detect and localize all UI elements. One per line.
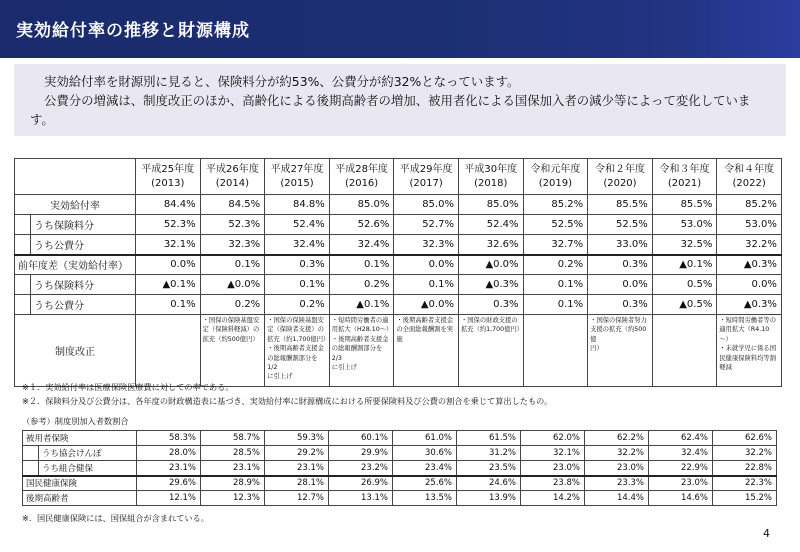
value-cell: 0.3%	[265, 255, 330, 275]
value-cell: 32.7%	[523, 235, 588, 255]
year-header	[652, 159, 717, 195]
indent-cell	[15, 295, 31, 315]
reform-text: の総報酬割部分を2/3	[331, 345, 383, 362]
reform-cell	[458, 315, 523, 387]
value-cell: 23.1%	[201, 461, 265, 476]
year-ad: (2022)	[732, 177, 766, 189]
value-cell: 59.3%	[265, 431, 329, 446]
value-cell: 85.0%	[394, 195, 459, 215]
reform-text: 軽減	[719, 364, 732, 372]
value-cell: 12.7%	[265, 491, 329, 506]
value-cell: 29.6%	[137, 476, 201, 491]
year-era: 令和２年度	[594, 163, 645, 175]
reform-text: ・国保の財政支援の	[460, 317, 518, 324]
value-cell: ▲0.3%	[717, 255, 782, 275]
value-cell: 52.7%	[394, 215, 459, 235]
row-insurance-share	[15, 215, 782, 235]
value-cell: 0.1%	[329, 255, 394, 275]
year-ad: (2013)	[151, 177, 185, 189]
enrollment-row	[23, 461, 777, 476]
reform-text: ・国保の保険者努力	[590, 317, 647, 324]
reform-text: の全面総報酬割を実	[396, 326, 454, 334]
value-cell: 29.9%	[329, 446, 393, 461]
year-ad: (2021)	[667, 177, 702, 189]
value-cell: 0.1%	[136, 295, 201, 315]
reform-text: ・短時間労働者の適	[331, 317, 389, 324]
value-cell: 32.2%	[585, 446, 649, 461]
year-header	[394, 159, 459, 195]
reform-cell	[329, 315, 394, 387]
reform-text: 民健康保険料均等割	[719, 354, 777, 362]
value-cell: 85.2%	[717, 195, 782, 215]
value-cell: 85.0%	[329, 195, 394, 215]
year-ad: (2014)	[215, 177, 250, 189]
value-cell: 28.0%	[137, 446, 201, 461]
value-cell: 0.1%	[200, 255, 265, 275]
row-label: うち保険料分	[31, 215, 136, 235]
value-cell: 23.2%	[329, 461, 393, 476]
year-header	[458, 159, 523, 195]
value-cell: 32.1%	[521, 446, 585, 461]
value-cell: 32.4%	[649, 446, 713, 461]
year-header	[329, 159, 394, 195]
row-label: 前年度差（実効給付率）	[15, 255, 136, 275]
reform-text: ・国保の保険基盤安	[267, 317, 324, 324]
value-cell: 30.6%	[393, 446, 457, 461]
value-cell: 85.5%	[652, 195, 717, 215]
reform-text: 支援の拡充（約500億	[590, 326, 647, 343]
enrollment-row	[23, 446, 777, 461]
year-era: 平成28年度	[335, 163, 388, 175]
value-cell: 0.3%	[458, 295, 523, 315]
reform-text: 拡充（約1,700億円）	[460, 326, 524, 334]
reform-text: ・後期高齢者支援金	[331, 335, 389, 343]
enrollment-row	[23, 431, 777, 446]
value-cell: 32.4%	[265, 235, 330, 255]
value-cell: 62.2%	[585, 431, 649, 446]
row-label: うち協会けんぽ	[39, 446, 137, 461]
value-cell: 14.2%	[521, 491, 585, 506]
row-public-share	[15, 235, 782, 255]
row-label: 被用者保険	[23, 431, 137, 446]
row-system-reform	[15, 315, 782, 387]
year-header	[523, 159, 588, 195]
reform-text: ・国保の保険基盤安	[202, 317, 260, 324]
row-diff-public	[15, 295, 782, 315]
row-label: うち公費分	[31, 235, 136, 255]
value-cell: 85.2%	[523, 195, 588, 215]
year-ad: (2018)	[474, 177, 508, 189]
reform-text: ・後期高齢者支援金	[267, 345, 324, 353]
value-cell: 62.6%	[713, 431, 777, 446]
value-cell: 13.1%	[329, 491, 393, 506]
value-cell: 0.1%	[523, 275, 588, 295]
value-cell: 52.4%	[265, 215, 330, 235]
value-cell: 23.4%	[393, 461, 457, 476]
year-era: 令和元年度	[530, 163, 581, 175]
row-label: うち組合健保	[39, 461, 137, 476]
value-cell: 33.0%	[588, 235, 653, 255]
value-cell: 60.1%	[329, 431, 393, 446]
value-cell: 28.9%	[201, 476, 265, 491]
value-cell: 85.0%	[458, 195, 523, 215]
year-era: 平成27年度	[270, 163, 324, 175]
reform-text: 定（保険者支援）の	[267, 326, 324, 334]
year-ad: (2016)	[344, 177, 379, 189]
reform-cell	[652, 315, 717, 387]
value-cell: 23.8%	[521, 476, 585, 491]
value-cell: 23.5%	[457, 461, 521, 476]
reform-cell	[200, 315, 265, 387]
value-cell: 62.4%	[649, 431, 713, 446]
value-cell: 0.3%	[588, 255, 653, 275]
reform-cell	[265, 315, 330, 387]
year-ad: (2020)	[603, 177, 637, 189]
value-cell: 13.9%	[457, 491, 521, 506]
value-cell: 62.0%	[521, 431, 585, 446]
value-cell: 0.0%	[717, 275, 782, 295]
value-cell: 84.8%	[265, 195, 330, 215]
value-cell: 58.7%	[201, 431, 265, 446]
value-cell: 31.2%	[457, 446, 521, 461]
value-cell: 84.5%	[200, 195, 265, 215]
value-cell: 85.5%	[588, 195, 653, 215]
value-cell: 84.4%	[136, 195, 201, 215]
value-cell: 61.5%	[457, 431, 521, 446]
value-cell: 32.4%	[329, 235, 394, 255]
year-ad: (2019)	[538, 177, 572, 189]
note-3: ※．国民健康保険には、国保組合が含まれている。	[22, 513, 209, 523]
value-cell: 23.3%	[585, 476, 649, 491]
value-cell: 53.0%	[652, 215, 717, 235]
value-cell: 0.3%	[588, 295, 653, 315]
value-cell: ▲0.1%	[652, 255, 717, 275]
value-cell: 29.2%	[265, 446, 329, 461]
year-header	[265, 159, 330, 195]
value-cell: 32.3%	[200, 235, 265, 255]
value-cell: 32.2%	[713, 446, 777, 461]
value-cell: 14.4%	[585, 491, 649, 506]
value-cell: 32.2%	[717, 235, 782, 255]
value-cell: ▲0.0%	[200, 275, 265, 295]
reform-text: ・未就学児に係る国	[719, 345, 777, 353]
reform-text: 施	[396, 335, 403, 343]
value-cell: ▲0.1%	[329, 295, 394, 315]
value-cell: ▲0.0%	[458, 255, 523, 275]
value-cell: ▲0.5%	[652, 295, 717, 315]
value-cell: 14.6%	[649, 491, 713, 506]
enrollment-ratio-table	[22, 430, 777, 506]
value-cell: 32.3%	[394, 235, 459, 255]
reform-text: 適用拡大（R4.10	[719, 326, 770, 334]
intro-line-2: 公費分の増減は、制度改正のほか、高齢化による後期高齢者の増加、被用者化による国保加入者の減少等によって変化しています。	[30, 93, 751, 127]
row-label: 後期高齢者	[23, 491, 137, 506]
value-cell: 23.0%	[649, 476, 713, 491]
row-label: うち公費分	[31, 295, 136, 315]
value-cell: ▲0.0%	[394, 295, 459, 315]
row-diff-insurance	[15, 275, 782, 295]
reform-cell	[136, 315, 201, 387]
value-cell: ▲0.3%	[458, 275, 523, 295]
reform-cell	[717, 315, 782, 387]
reform-text: に引上げ	[331, 364, 357, 372]
year-header	[200, 159, 265, 195]
value-cell: 32.5%	[652, 235, 717, 255]
reform-text: 円）	[590, 345, 603, 353]
reform-cell	[523, 315, 588, 387]
value-cell: 28.5%	[201, 446, 265, 461]
value-cell: 0.0%	[588, 275, 653, 295]
value-cell: 0.0%	[136, 255, 201, 275]
value-cell: 22.9%	[649, 461, 713, 476]
value-cell: 0.1%	[523, 295, 588, 315]
indent-cell	[15, 235, 31, 255]
year-ad: (2017)	[409, 177, 443, 189]
year-era: 平成25年度	[141, 163, 195, 175]
value-cell: 0.2%	[200, 295, 265, 315]
value-cell: 23.1%	[265, 461, 329, 476]
indent-cell	[23, 461, 39, 476]
reform-text: 拡充（約1,700億円）	[267, 335, 330, 343]
enrollment-row	[23, 476, 777, 491]
value-cell: ▲0.1%	[136, 275, 201, 295]
value-cell: 15.2%	[713, 491, 777, 506]
value-cell: 12.3%	[201, 491, 265, 506]
enrollment-row	[23, 491, 777, 506]
value-cell: 23.1%	[137, 461, 201, 476]
indent-cell	[15, 215, 31, 235]
value-cell: 32.1%	[136, 235, 201, 255]
value-cell: 23.0%	[521, 461, 585, 476]
reform-text: に引上げ	[267, 373, 293, 381]
header-accent	[680, 0, 800, 58]
value-cell: 52.5%	[523, 215, 588, 235]
value-cell: 0.2%	[265, 295, 330, 315]
reform-cell	[588, 315, 653, 387]
value-cell: 0.2%	[523, 255, 588, 275]
value-cell: 0.1%	[265, 275, 330, 295]
year-header	[717, 159, 782, 195]
row-diff-rate	[15, 255, 782, 275]
value-cell: 52.3%	[200, 215, 265, 235]
year-header-row	[15, 159, 782, 195]
reform-cell	[394, 315, 459, 387]
row-benefit-rate	[15, 195, 782, 215]
row-label: 実効給付率	[15, 195, 136, 215]
indent-cell	[23, 446, 39, 461]
year-header	[588, 159, 653, 195]
value-cell: 53.0%	[717, 215, 782, 235]
reform-text: 拡充（約500億円）	[202, 335, 259, 343]
value-cell: 32.6%	[458, 235, 523, 255]
intro-line-1: 実効給付率を財源別に見ると、保険料分が約53%、公費分が約32%となっています。	[44, 74, 520, 89]
value-cell: 24.6%	[457, 476, 521, 491]
benefit-rate-table	[14, 158, 782, 387]
row-label: うち保険料分	[31, 275, 136, 295]
row-label: 国民健康保険	[23, 476, 137, 491]
value-cell: 61.0%	[393, 431, 457, 446]
value-cell: 52.5%	[588, 215, 653, 235]
sub-table-title: （参考）制度別加入者数割合	[22, 416, 129, 426]
value-cell: 0.0%	[394, 255, 459, 275]
year-era: 平成30年度	[464, 163, 518, 175]
value-cell: ▲0.3%	[717, 295, 782, 315]
value-cell: 23.0%	[585, 461, 649, 476]
value-cell: 52.3%	[136, 215, 201, 235]
value-cell: 26.9%	[329, 476, 393, 491]
page-number: 4	[763, 527, 770, 540]
note-1: ※１．実効給付率は医療保険医療費に対しての率である。	[22, 382, 234, 392]
year-era: 平成29年度	[399, 163, 453, 175]
slide-header	[0, 0, 800, 58]
value-cell: 22.3%	[713, 476, 777, 491]
reform-text: の総報酬割部分を1/2	[267, 354, 318, 372]
value-cell: 25.6%	[393, 476, 457, 491]
value-cell: 0.1%	[394, 275, 459, 295]
note-2: ※２．保険料分及び公費分は、各年度の財政構造表に基づき、実効給付率に財源構成における所要保険料及び公費の割合を乗じて算出したもの。	[22, 396, 553, 406]
slide-title: 実効給付率の推移と財源構成	[16, 21, 250, 41]
year-era: 平成26年度	[206, 163, 259, 175]
reform-text: ・後期高齢者支援金	[396, 317, 454, 324]
header-corner	[15, 159, 136, 195]
value-cell: 0.5%	[652, 275, 717, 295]
value-cell: 0.2%	[329, 275, 394, 295]
value-cell: 52.6%	[329, 215, 394, 235]
intro-box	[14, 64, 786, 136]
value-cell: 52.4%	[458, 215, 523, 235]
value-cell: 58.3%	[137, 431, 201, 446]
indent-cell	[15, 275, 31, 295]
reform-text: ・短時間労働者等の	[719, 317, 777, 324]
year-era: 令和４年度	[724, 163, 775, 175]
year-header	[136, 159, 201, 195]
reform-text: 定（保険料軽減）の	[202, 326, 260, 334]
value-cell: 12.1%	[137, 491, 201, 506]
year-ad: (2015)	[280, 177, 314, 189]
value-cell: 22.8%	[713, 461, 777, 476]
value-cell: 13.5%	[393, 491, 457, 506]
year-era: 令和３年度	[659, 163, 710, 175]
value-cell: 28.1%	[265, 476, 329, 491]
row-label: 制度改正	[15, 315, 136, 387]
reform-text: ～）	[719, 335, 732, 343]
reform-text: 用拡大（H28.10～）	[331, 326, 393, 334]
